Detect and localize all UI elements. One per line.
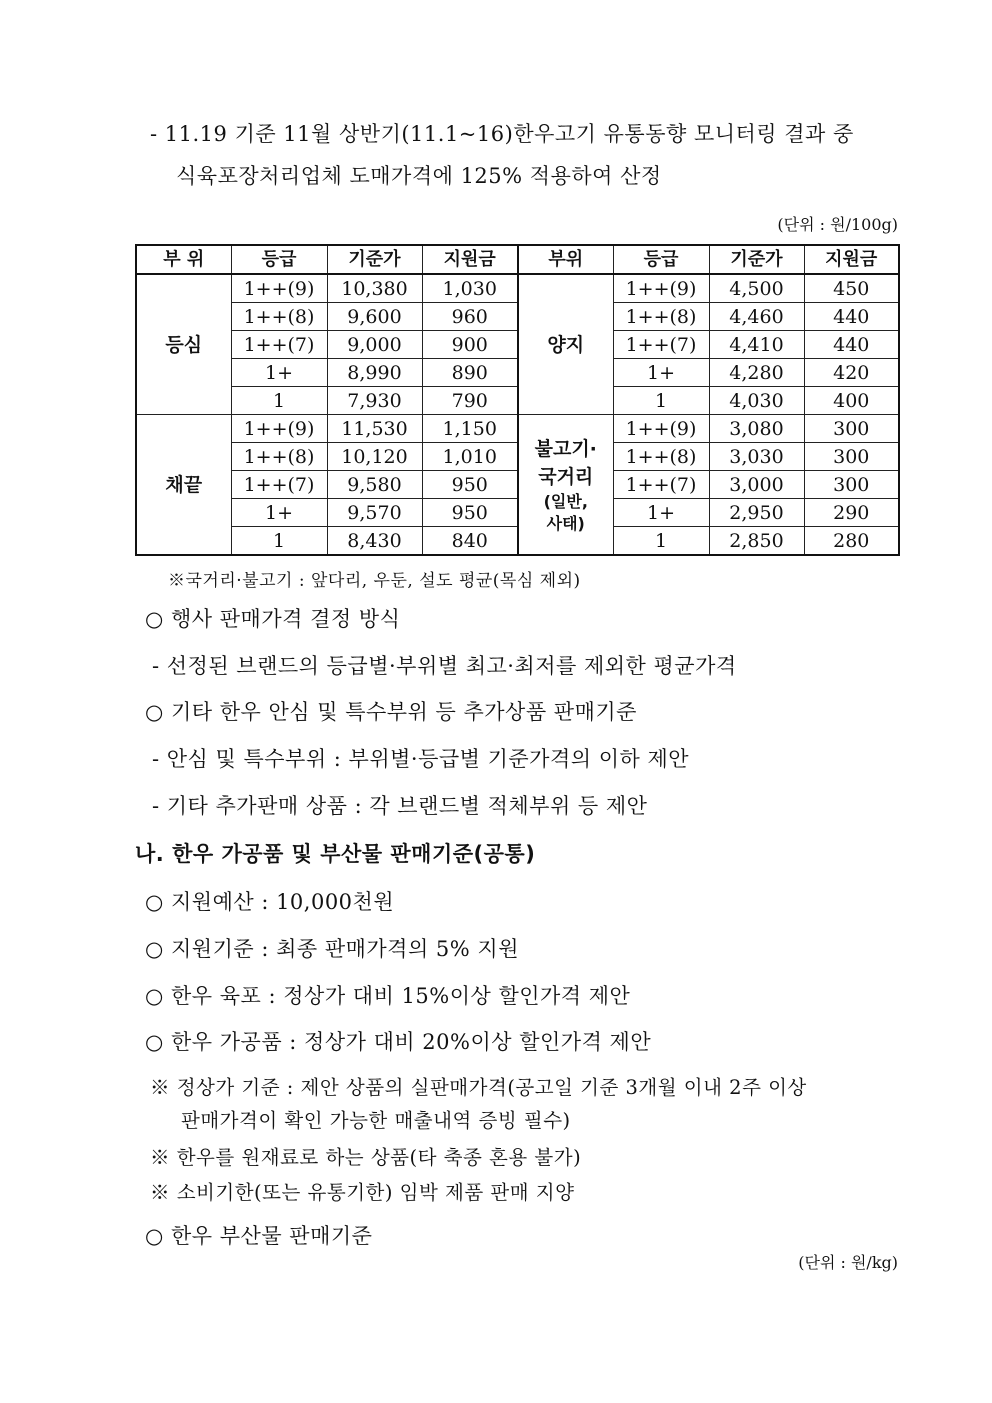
- base-price-cell: 9,580: [327, 471, 422, 499]
- part-cell-deungsim: 등심: [136, 274, 231, 415]
- bullet-processed-goods: ○ 한우 가공품 : 정상가 대비 20%이상 할인가격 제안: [145, 1030, 652, 1054]
- part-cell-bulgogi-gukgeori: [518, 415, 613, 556]
- part-cell-chaekkeut: 채끝: [136, 415, 231, 556]
- subsidy-cell: 890: [422, 359, 518, 387]
- part-label-line-1: 불고기·: [534, 437, 597, 460]
- base-price-cell: 9,000: [327, 331, 422, 359]
- header-subsidy-right: 지원금: [804, 245, 899, 274]
- note-regular-price-line-2: 판매가격이 확인 가능한 매출내역 증빙 필수): [181, 1109, 571, 1132]
- table-note: ※국거리·불고기 : 앞다리, 우둔, 설도 평균(목심 제외): [168, 571, 581, 591]
- intro-line-2: 식육포장처리업체 도매가격에 125% 적용하여 산정: [176, 164, 662, 188]
- grade-cell: 1++(9): [613, 274, 709, 303]
- base-price-cell: 4,280: [709, 359, 804, 387]
- header-grade-right: 등급: [613, 245, 709, 274]
- bullet-sale-price-method: ○ 행사 판매가격 결정 방식: [145, 607, 401, 631]
- header-grade-left: 등급: [231, 245, 327, 274]
- bullet-byproduct: ○ 한우 부산물 판매기준: [145, 1224, 373, 1248]
- subsidy-cell: 400: [804, 387, 899, 415]
- base-price-cell: 2,950: [709, 499, 804, 527]
- base-price-cell: 4,410: [709, 331, 804, 359]
- base-price-cell: 9,600: [327, 303, 422, 331]
- base-price-cell: 11,530: [327, 415, 422, 443]
- subsidy-cell: 300: [804, 471, 899, 499]
- subsidy-cell: 1,150: [422, 415, 518, 443]
- grade-cell: 1: [613, 387, 709, 415]
- note-regular-price-line-1: ※ 정상가 기준 : 제안 상품의 실판매가격(공고일 기준 3개월 이내 2주 이상: [150, 1076, 807, 1099]
- base-price-cell: 8,990: [327, 359, 422, 387]
- base-price-cell: 10,380: [327, 274, 422, 303]
- table-row: [136, 387, 899, 415]
- table-row: [136, 527, 899, 556]
- header-base-price-right: 기준가: [709, 245, 804, 274]
- grade-cell: 1: [231, 527, 327, 556]
- base-price-cell: 8,430: [327, 527, 422, 556]
- base-price-cell: 3,030: [709, 443, 804, 471]
- byproduct-unit-label: (단위 : 원/kg): [798, 1253, 898, 1272]
- note-expiry: ※ 소비기한(또는 유통기한) 임박 제품 판매 지양: [150, 1181, 575, 1204]
- header-part-right: 부위: [518, 245, 613, 274]
- grade-cell: 1++(8): [613, 303, 709, 331]
- grade-cell: 1+: [231, 499, 327, 527]
- grade-cell: 1++(8): [231, 303, 327, 331]
- grade-cell: 1: [231, 387, 327, 415]
- part-label-line-2: 국거리: [538, 465, 594, 488]
- note-raw-material: ※ 한우를 원재료로 하는 상품(타 축종 혼용 불가): [150, 1146, 582, 1169]
- grade-cell: 1+: [613, 499, 709, 527]
- base-price-cell: 9,570: [327, 499, 422, 527]
- grade-cell: 1+: [231, 359, 327, 387]
- table-row: [136, 303, 899, 331]
- bullet-budget: ○ 지원예산 : 10,000천원: [145, 890, 395, 914]
- header-subsidy-left: 지원금: [422, 245, 518, 274]
- bullet-jerky: ○ 한우 육포 : 정상가 대비 15%이상 할인가격 제안: [145, 984, 631, 1008]
- detail-tenderloin-special: - 안심 및 특수부위 : 부위별·등급별 기준가격의 이하 제안: [152, 747, 690, 771]
- base-price-cell: 10,120: [327, 443, 422, 471]
- detail-average-price: - 선정된 브랜드의 등급별·부위별 최고·최저를 제외한 평균가격: [152, 654, 737, 678]
- subsidy-cell: 900: [422, 331, 518, 359]
- table-unit-label: (단위 : 원/100g): [777, 215, 898, 234]
- subsidy-cell: 790: [422, 387, 518, 415]
- base-price-cell: 4,500: [709, 274, 804, 303]
- grade-cell: 1++(8): [613, 443, 709, 471]
- subsidy-cell: 440: [804, 303, 899, 331]
- subsidy-cell: 300: [804, 443, 899, 471]
- grade-cell: 1++(9): [231, 274, 327, 303]
- subsidy-cell: 950: [422, 471, 518, 499]
- part-sub-line-2: 사태): [546, 513, 585, 533]
- table-row: [136, 331, 899, 359]
- subsidy-cell: 840: [422, 527, 518, 556]
- subsidy-cell: 950: [422, 499, 518, 527]
- grade-cell: 1++(9): [231, 415, 327, 443]
- subsidy-cell: 1,030: [422, 274, 518, 303]
- base-price-cell: 3,080: [709, 415, 804, 443]
- header-part-left: 부 위: [136, 245, 231, 274]
- base-price-cell: 4,030: [709, 387, 804, 415]
- base-price-cell: 4,460: [709, 303, 804, 331]
- subsidy-cell: 420: [804, 359, 899, 387]
- part-cell-yangji: 양지: [518, 274, 613, 415]
- subsidy-cell: 290: [804, 499, 899, 527]
- detail-other-products: - 기타 추가판매 상품 : 각 브랜드별 적체부위 등 제안: [152, 794, 648, 818]
- grade-cell: 1++(8): [231, 443, 327, 471]
- subsidy-cell: 450: [804, 274, 899, 303]
- table-header-row: [136, 245, 899, 274]
- subsidy-cell: 300: [804, 415, 899, 443]
- bullet-additional-products: ○ 기타 한우 안심 및 특수부위 등 추가상품 판매기준: [145, 700, 637, 724]
- intro-line-1: - 11.19 기준 11월 상반기(11.1~16)한우고기 유통동향 모니터링 결과 중: [150, 122, 854, 146]
- table-row: [136, 499, 899, 527]
- grade-cell: 1++(9): [613, 415, 709, 443]
- bullet-support-criteria: ○ 지원기준 : 최종 판매가격의 5% 지원: [145, 937, 519, 961]
- header-base-price-left: 기준가: [327, 245, 422, 274]
- subsidy-cell: 1,010: [422, 443, 518, 471]
- table-row: [136, 415, 899, 443]
- base-price-cell: 3,000: [709, 471, 804, 499]
- table-row: [136, 274, 899, 303]
- price-table: [135, 244, 900, 556]
- subsidy-cell: 440: [804, 331, 899, 359]
- base-price-cell: 7,930: [327, 387, 422, 415]
- table-row: [136, 443, 899, 471]
- base-price-cell: 2,850: [709, 527, 804, 556]
- section-heading: 나. 한우 가공품 및 부산물 판매기준(공통): [135, 842, 536, 866]
- grade-cell: 1++(7): [613, 331, 709, 359]
- subsidy-cell: 960: [422, 303, 518, 331]
- grade-cell: 1++(7): [231, 471, 327, 499]
- grade-cell: 1++(7): [613, 471, 709, 499]
- table-row: [136, 359, 899, 387]
- subsidy-cell: 280: [804, 527, 899, 556]
- part-sub-line-1: (일반,: [543, 491, 588, 511]
- table-row: [136, 471, 899, 499]
- grade-cell: 1+: [613, 359, 709, 387]
- grade-cell: 1++(7): [231, 331, 327, 359]
- grade-cell: 1: [613, 527, 709, 556]
